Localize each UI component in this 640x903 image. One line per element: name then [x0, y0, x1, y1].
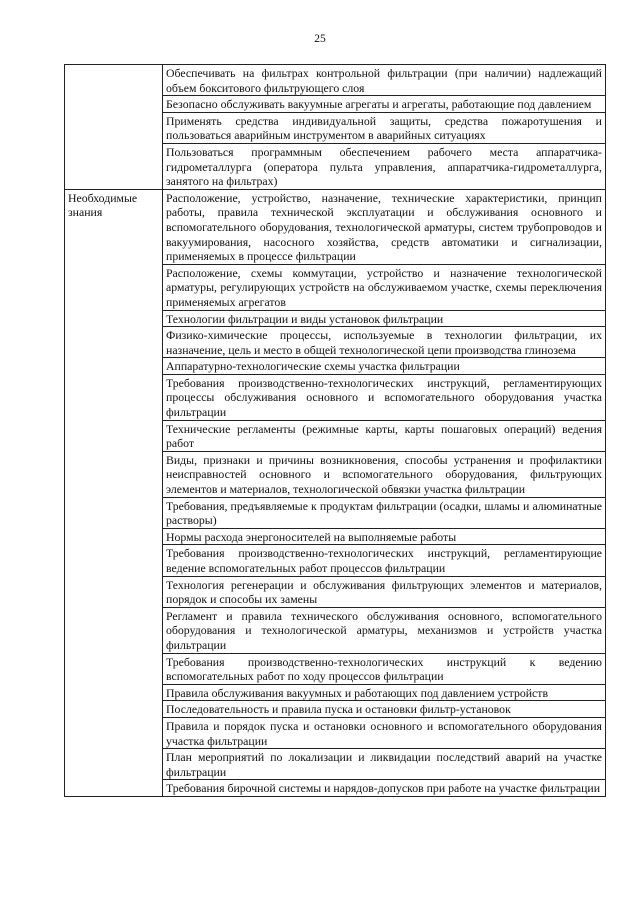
knowledge-item: Виды, признаки и причины возникновения, способы устранения и профилактики неисправностей основного и вспомогательного оборудования, фильтрующих элементов и материалов, технологической обвязки участка фильтрации [163, 451, 606, 497]
skill-item: Пользоваться программным обеспечением рабочего места аппаратчика-гидрометаллурга (оператора пульта управления, аппаратчика-гидрометаллурга, занятого на фильтрах) [163, 143, 606, 189]
page-number: 25 [314, 33, 326, 45]
knowledge-item: Технические регламенты (режимные карты, карты пошаговых операций) ведения работ [163, 420, 606, 451]
skill-item: Применять средства индивидуальной защиты, средства пожаротушения и пользоваться аварийным инструментом в аварийных ситуациях [163, 112, 606, 143]
knowledge-item: Физико-химические процессы, используемые в технологии фильтрации, их назначение, цель и место в общей технологической цепи производства глинозема [163, 327, 606, 358]
knowledge-item: Расположение, устройство, назначение, технические характеристики, принцип работы, правила технической эксплуатации и обслуживания основного и вспомогательного оборудования, технологической арматуры, систем трубопроводов и вакуумирования, насосного хозяйства, средств автоматики и сигнализации, применяемых в процессе фильтрации [163, 189, 606, 264]
knowledge-item: Аппаратурно-технологические схемы участка фильтрации [163, 358, 606, 375]
knowledge-item: Регламент и правила технического обслуживания основного, вспомогательного оборудования и технологической арматуры, механизмов и устройств участка фильтрации [163, 607, 606, 653]
table-row [65, 189, 606, 264]
skill-item: Обеспечивать на фильтрах контрольной фильтрации (при наличии) надлежащий объем бокситового фильтрующего слоя [163, 65, 606, 96]
knowledge-item: Правила обслуживания вакуумных и работающих под давлением устройств [163, 684, 606, 701]
table-row [65, 65, 606, 96]
skills-label-cell [65, 65, 163, 190]
knowledge-item: Требования производственно-технологических инструкций, регламентирующие ведение вспомогательных работ процессов фильтрации [163, 545, 606, 576]
knowledge-item: План мероприятий по локализации и ликвидации последствий аварий на участке фильтрации [163, 749, 606, 780]
knowledge-item: Технологии фильтрации и виды установок фильтрации [163, 310, 606, 327]
knowledge-item: Последовательность и правила пуска и остановки фильтр-установок [163, 701, 606, 718]
knowledge-item: Расположение, схемы коммутации, устройство и назначение технологической арматуры, регулирующих устройств на обслуживаемом участке, схемы переключения применяемых агрегатов [163, 264, 606, 310]
knowledge-item: Нормы расхода энергоносителей на выполняемые работы [163, 528, 606, 545]
knowledge-item: Требования производственно-технологических инструкций к ведению вспомогательных работ по ходу процессов фильтрации [163, 653, 606, 684]
knowledge-item: Требования бирочной системы и нарядов-допусков при работе на участке фильтрации [163, 780, 606, 797]
knowledge-item: Технология регенерации и обслуживания фильтрующих элементов и материалов, порядок и способы их замены [163, 576, 606, 607]
knowledge-item: Требования, предъявляемые к продуктам фильтрации (осадки, шламы и алюминатные растворы) [163, 497, 606, 528]
knowledge-label: Необходимые знания [65, 189, 163, 796]
skill-item: Безопасно обслуживать вакуумные агрегаты и агрегаты, работающие под давлением [163, 96, 606, 113]
competency-table [64, 64, 606, 797]
knowledge-item: Правила и порядок пуска и остановки основного и вспомогательного оборудования участка фильтрации [163, 717, 606, 748]
knowledge-item: Требования производственно-технологических инструкций, регламентирующих процессы обслуживания основного и вспомогательного оборудования участка фильтрации [163, 374, 606, 420]
